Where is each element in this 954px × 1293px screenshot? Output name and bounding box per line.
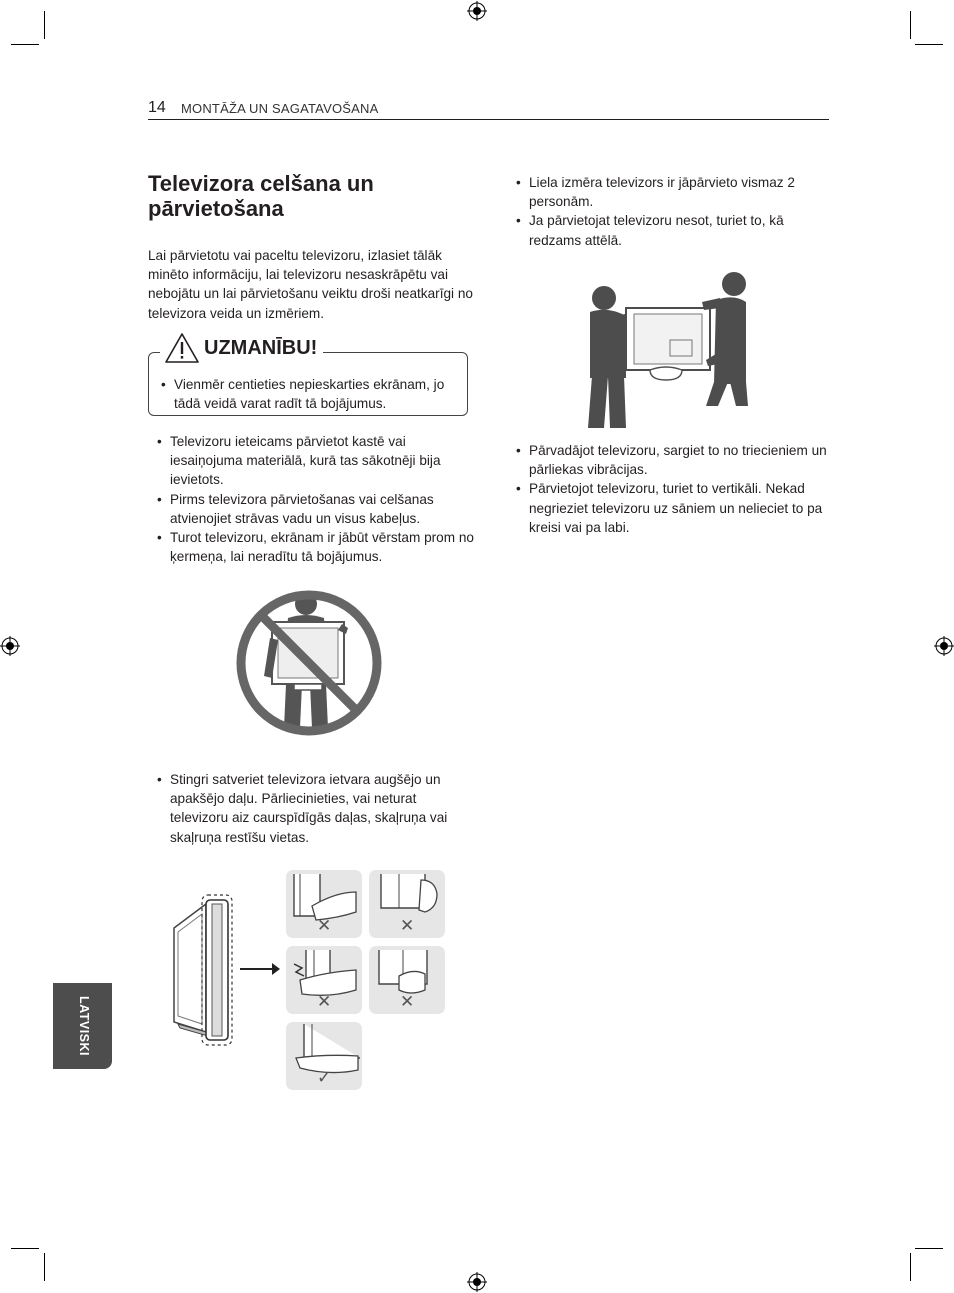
- list-item: • Pārvietojot televizoru, turiet to vertikāli. Nekad negrieziet televizoru uz sāniem un nelieciet to pa kreisi vai pa labi.: [507, 479, 837, 537]
- grip-panel: [286, 1022, 362, 1090]
- prohibited-carry-illustration: [234, 588, 384, 738]
- moving-tips-list: [148, 432, 478, 566]
- grip-panel: [286, 870, 362, 938]
- registration-mark-icon: [467, 1, 487, 21]
- crop-mark: [915, 44, 943, 45]
- language-tab-label: LATVISKI: [77, 996, 91, 1057]
- crop-mark: [915, 1248, 943, 1249]
- crop-mark: [910, 1253, 911, 1281]
- crop-mark: [44, 11, 45, 39]
- page-title: Televizora celšana un pārvietošana: [148, 171, 374, 221]
- page-number: 14: [148, 99, 166, 116]
- intro-paragraph: Lai pārvietotu vai paceltu televizoru, izlasiet tālāk minēto informāciju, lai televizoru nesaskrāpētu vai nebojātu un lai pārvietošanu veiktu droši neatkarīgi no televizora veida un izmēriem.: [148, 248, 473, 321]
- list-item: • Vienmēr centieties nepieskarties ekrānam, jo tādā veidā varat radīt tā bojājumus.: [152, 375, 462, 413]
- grip-panel: [286, 946, 362, 1014]
- caution-header: [160, 332, 323, 364]
- crop-mark: [44, 1253, 45, 1281]
- two-person-carry-illustration: [586, 268, 748, 428]
- mark-icon: ✕: [317, 916, 332, 935]
- list-item: • Ja pārvietojat televizoru nesot, turiet to, kā redzams attēlā.: [507, 211, 837, 249]
- list-item: • Televizoru ieteicams pārvietot kastē vai iesaiņojuma materiālā, kurā tas sākotnēji bija ievietots.: [148, 432, 478, 490]
- list-item: • Turot televizoru, ekrānam ir jābūt vērstam prom no ķermeņa, lai neradītu tā bojājumus.: [148, 528, 478, 566]
- caution-list: [152, 375, 462, 413]
- section-title: MONTĀŽA UN SAGATAVOŠANA: [181, 101, 379, 116]
- check-icon: ✓: [317, 1068, 332, 1087]
- tv-side-illustration: [168, 892, 280, 1048]
- grip-tips-list: [148, 770, 478, 847]
- list-item: • Pārvadājot televizoru, sargiet to no triecieniem un pārliekas vibrācijas.: [507, 441, 837, 479]
- crop-mark: [11, 44, 39, 45]
- list-item: • Stingri satveriet televizora ietvara augšējo un apakšējo daļu. Pārliecinieties, vai neturat televizoru aiz caurspīdīgās daļas, skaļruņa vai skaļruņa restīšu vietas.: [148, 770, 478, 847]
- grip-panel: [369, 946, 445, 1014]
- two-person-tips-list: [507, 173, 837, 250]
- transport-tips-list: [507, 441, 837, 537]
- grip-panel: [369, 870, 445, 938]
- mark-icon: ✕: [317, 992, 332, 1011]
- mark-icon: ✕: [400, 916, 415, 935]
- mark-icon: ✕: [400, 992, 415, 1011]
- header-rule: [148, 119, 829, 120]
- crop-mark: [910, 11, 911, 39]
- caution-title: UZMANĪBU!: [204, 336, 318, 359]
- crop-mark: [11, 1248, 39, 1249]
- registration-mark-icon: [934, 636, 954, 656]
- warning-triangle-icon: [164, 332, 200, 364]
- registration-mark-icon: [467, 1272, 487, 1292]
- registration-mark-icon: [0, 636, 20, 656]
- list-item: • Liela izmēra televizors ir jāpārvieto vismaz 2 personām.: [507, 173, 837, 211]
- list-item: • Pirms televizora pārvietošanas vai celšanas atvienojiet strāvas vadu un visus kabeļus.: [148, 490, 478, 528]
